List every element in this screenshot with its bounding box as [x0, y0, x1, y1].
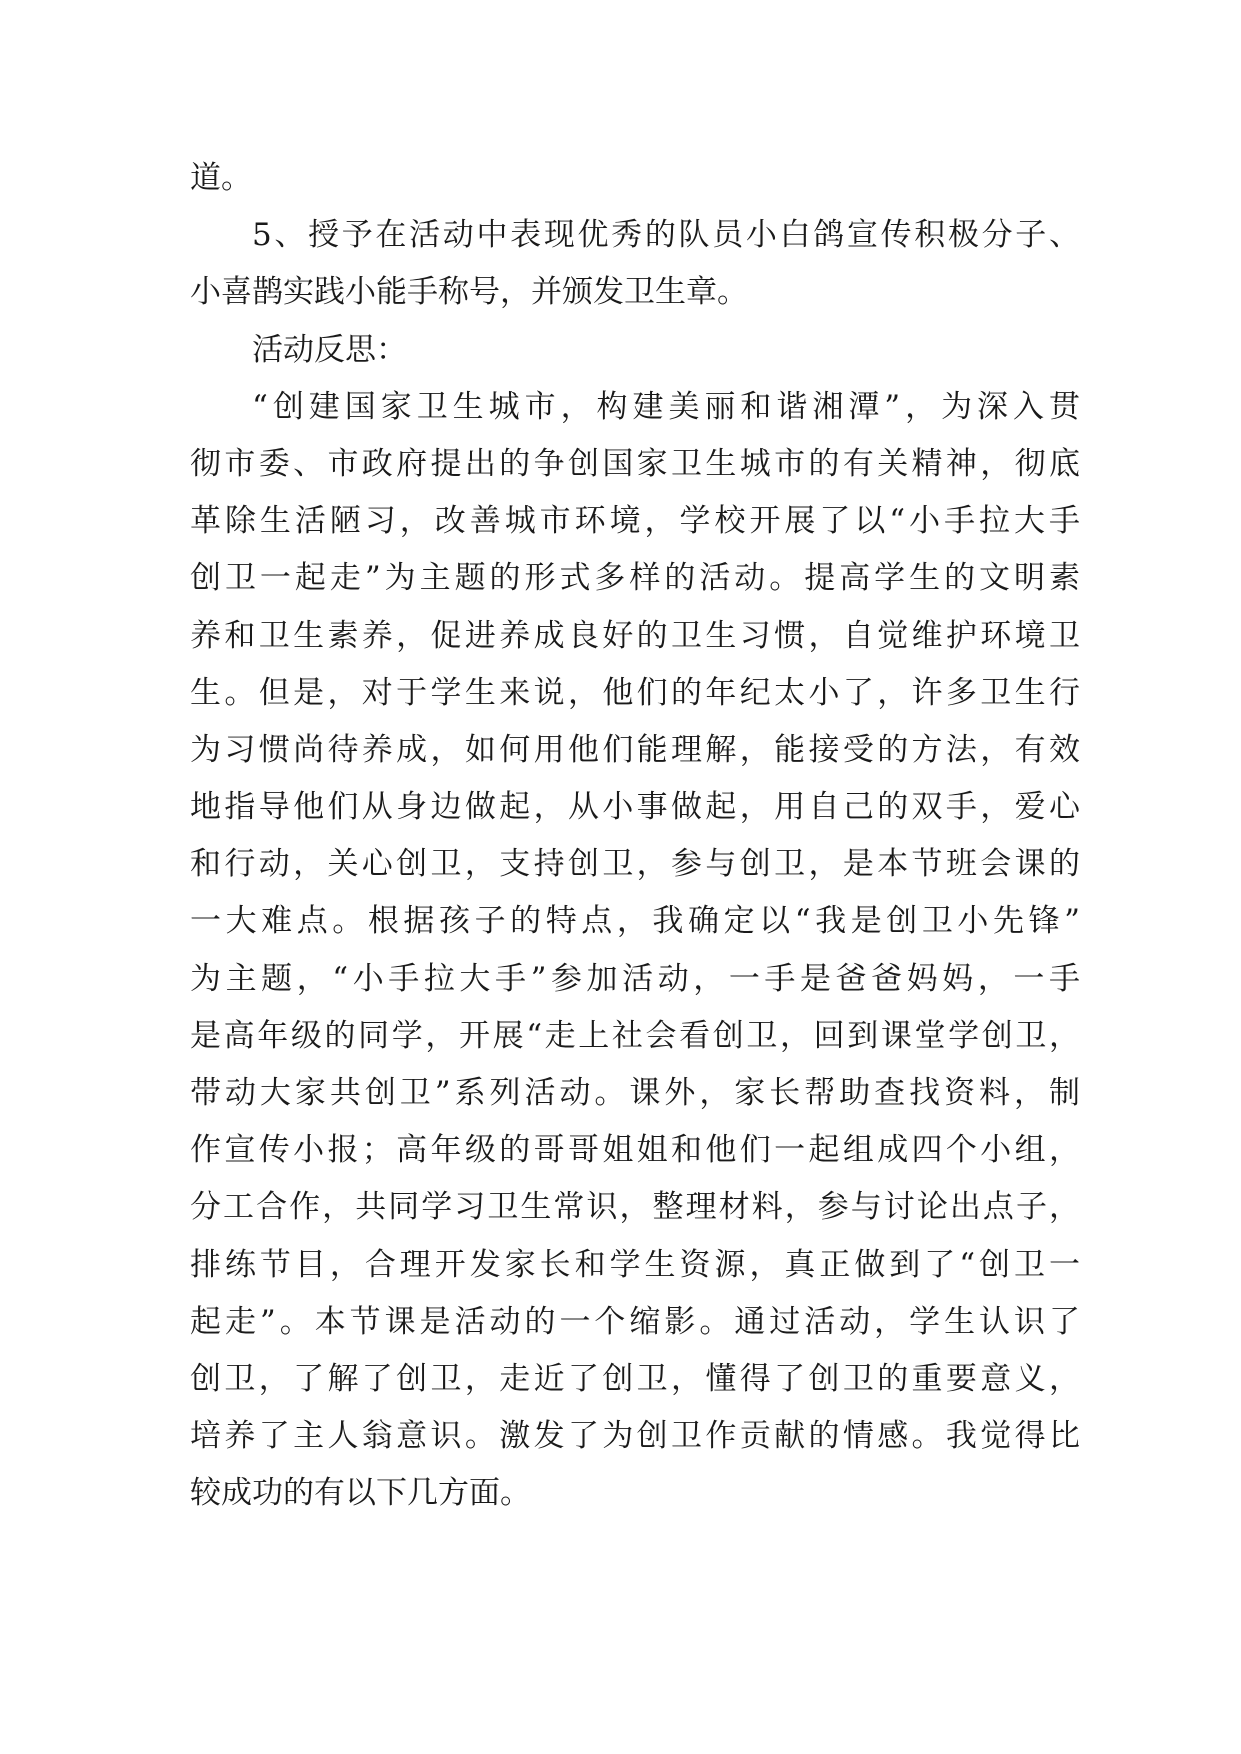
- text-line: “创建国家卫生城市，构建美丽和谐湘潭”，为深入贯: [252, 388, 1080, 425]
- text-line: 5、授予在活动中表现优秀的队员小白鸽宣传积极分子、: [252, 217, 1080, 254]
- text-line: 创卫一起走”为主题的形式多样的活动。提高学生的文明素: [190, 560, 1080, 597]
- text-line: 带动大家共创卫”系列活动。课外，家长帮助查找资料，制: [190, 1075, 1080, 1111]
- text-line: 较成功的有以下几方面。: [190, 1475, 531, 1512]
- text-line: 分工合作，共同学习卫生常识，整理材料，参与讨论出点子，: [190, 1189, 1080, 1226]
- text-line: 是高年级的同学，开展“走上社会看创卫，回到课堂学创卫，: [190, 1017, 1080, 1054]
- text-line: 革除生活陋习，改善城市环境，学校开展了以“小手拉大手: [190, 503, 1080, 540]
- text-line: 起走”。本节课是活动的一个缩影。通过活动，学生认识了: [190, 1303, 1080, 1340]
- section-heading: 活动反思：: [252, 331, 407, 368]
- text-line: 道。: [190, 160, 252, 196]
- text-line: 创卫，了解了创卫，走近了创卫，懂得了创卫的重要意义，: [190, 1360, 1080, 1397]
- text-line: 养和卫生素养，促进养成良好的卫生习惯，自觉维护环境卫: [190, 617, 1080, 654]
- text-line: 彻市委、市政府提出的争创国家卫生城市的有关精神，彻底: [190, 445, 1080, 482]
- text-line: 和行动，关心创卫，支持创卫，参与创卫，是本节班会课的: [190, 846, 1080, 883]
- text-line: 作宣传小报；高年级的哥哥姐姐和他们一起组成四个小组，: [190, 1132, 1080, 1169]
- text-line: 地指导他们从身边做起，从小事做起，用自己的双手，爱心: [190, 789, 1080, 826]
- body-text: [190, 150, 1080, 1523]
- text-line: 一大难点。根据孩子的特点，我确定以“我是创卫小先锋”: [190, 903, 1080, 940]
- text-line: 为习惯尚待养成，如何用他们能理解，能接受的方法，有效: [190, 731, 1080, 768]
- text-line: 培养了主人翁意识。激发了为创卫作贡献的情感。我觉得比: [190, 1418, 1080, 1455]
- text-line: 小喜鹊实践小能手称号，并颁发卫生章。: [190, 274, 748, 311]
- text-line: 生。但是，对于学生来说，他们的年纪太小了，许多卫生行: [190, 674, 1080, 711]
- text-line: 排练节目，合理开发家长和学生资源，真正做到了“创卫一: [190, 1246, 1080, 1283]
- text-line: 为主题，“小手拉大手”参加活动，一手是爸爸妈妈，一手: [190, 960, 1080, 997]
